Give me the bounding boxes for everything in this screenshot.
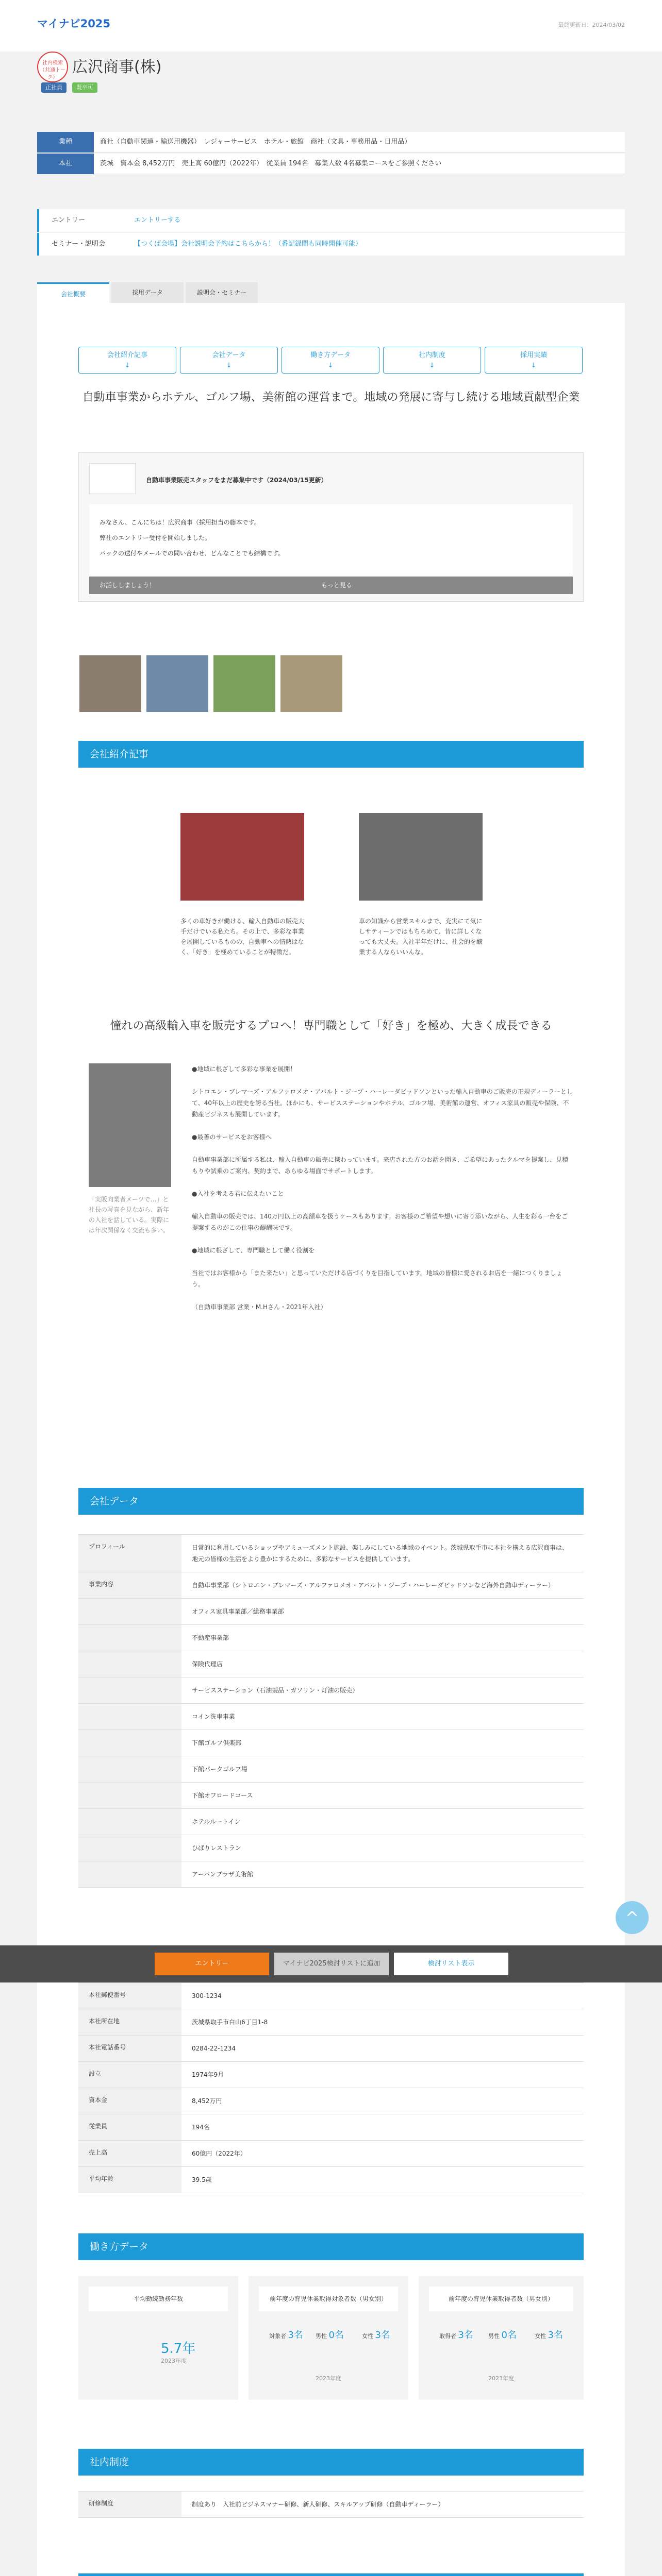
paragraph: 自動車事業部に所属する私は、輸入自動車の販売に携わっています。来店された方のお話を聞き、ご希望にあったクルマを提案し、見積もりや試乗のご案内、契約まで、あらゆる場面でサポートします。 xyxy=(192,1156,568,1175)
tab-recruit[interactable]: 採用データ xyxy=(111,282,184,303)
company-row xyxy=(78,1809,584,1835)
top-bar xyxy=(0,0,662,52)
nav-record[interactable] xyxy=(485,347,583,374)
article-photo-2 xyxy=(359,813,483,901)
paragraph: ●最善のサービスをお客様へ xyxy=(192,1133,272,1141)
back-to-top-button[interactable]: ^ xyxy=(616,1901,649,1934)
info-industry xyxy=(37,132,625,152)
row-key: 平均年齢 xyxy=(78,2167,181,2193)
row-key: 従業員 xyxy=(78,2114,181,2140)
entry-label: エントリー xyxy=(52,216,86,224)
leave-item xyxy=(316,2328,344,2341)
catch-copy: 自動車事業からホテル、ゴルフ場、美術館の運営まで。地域の発展に寄与し続ける地域貢献型企業 xyxy=(82,391,580,404)
leave-item-value: 3名 xyxy=(288,2330,303,2341)
leave-item-label: 取得者 xyxy=(439,2333,456,2340)
notice-more[interactable] xyxy=(89,577,573,594)
notice-thumb xyxy=(89,463,136,494)
row-value: 8,452万円 xyxy=(192,2097,222,2105)
row-key xyxy=(78,1835,181,1861)
nav-system[interactable] xyxy=(383,347,481,374)
work-card-tenure xyxy=(78,2276,238,2400)
section-record xyxy=(78,2573,584,2576)
more-link[interactable]: もっと見る xyxy=(321,582,353,589)
row-value: 下館パークゴルフ場 xyxy=(192,1766,247,1773)
row-key xyxy=(78,1704,181,1730)
info-value: 茨城 資本金 8,452万円 売上高 60億円（2022年） 従業員 194名 募集人数 4名募集コースをご参照ください xyxy=(94,154,625,174)
leave-item-label: 男性 xyxy=(316,2333,327,2340)
tag-fulltime: 正社員 xyxy=(41,82,67,93)
info-label: 本社 xyxy=(37,154,94,174)
info-label: 業種 xyxy=(37,132,94,152)
row-value: ひばりレストラン xyxy=(192,1844,241,1852)
company-row xyxy=(78,1730,584,1756)
tab-seminar[interactable]: 説明会・セミナー xyxy=(186,282,258,303)
company-table xyxy=(78,1534,584,1888)
row-value: 制度あり 入社前ビジネスマナー研修、新人研修、スキルアップ研修（自動車ディーラー） xyxy=(192,2501,444,2508)
seminar-label: セミナー・説明会 xyxy=(52,240,106,248)
leave-item-value: 3名 xyxy=(375,2330,390,2341)
interview-text xyxy=(192,1063,573,1313)
row-value: 自動車事業部（シトロエン・ブレマーズ・アルファロメオ・アバルト・ジープ・ハーレーダビッドソンなど海外自動車ディーラー） xyxy=(192,1582,554,1589)
info-hq xyxy=(37,154,625,174)
lower-content xyxy=(37,1982,625,2576)
row-key xyxy=(78,1651,181,1677)
nav-label: 会社データ xyxy=(212,351,246,359)
arrow-down-icon: ↓ xyxy=(531,362,537,369)
leave-item-value: 3名 xyxy=(548,2330,563,2341)
row-value: アーバンプラザ美術館 xyxy=(192,1871,254,1878)
row-value: 茨城県取手市白山6丁目1-8 xyxy=(192,2019,268,2026)
row-key xyxy=(78,1756,181,1782)
info-value: 商社（自動車関連・輸送用機器） レジャーサービス ホテル・旅館 商社（文具・事務用品・日用品） xyxy=(94,132,625,152)
nav-label: 会社紹介記事 xyxy=(107,351,147,359)
entry-link[interactable]: エントリーする xyxy=(134,216,181,224)
arrow-down-icon: ↓ xyxy=(226,362,232,369)
system-table xyxy=(78,2491,584,2518)
company-row xyxy=(78,2141,584,2167)
seminar-row[interactable] xyxy=(37,233,625,256)
row-value: 60億円（2022年） xyxy=(192,2150,246,2157)
row-value: 39.5歳 xyxy=(192,2176,212,2183)
row-key xyxy=(78,1730,181,1756)
row-value: 不動産事業部 xyxy=(192,1634,229,1641)
company-row xyxy=(78,1625,584,1651)
row-value: 下館オフロードコース xyxy=(192,1792,253,1799)
company-row xyxy=(78,1572,584,1599)
notice-title: 自動車事業販売スタッフをまだ募集中です（2024/03/15更新） xyxy=(146,477,327,484)
row-value: コイン洗車事業 xyxy=(192,1713,235,1720)
section-work: 働き方データ xyxy=(78,2233,584,2260)
paragraph: シトロエン・ブレマーズ・アルファロメオ・アバルト・ジープ・ハーレーダビッドソンといった輸入自動車のご販売の正規ディーラーとして、40年以上の歴史を誇る当社。ほかにも、サービスステーションやホテル、ゴルフ場、美術館の運営、オフィス家具の販売や保険、不動産ビジネスも展開しています。 xyxy=(192,1088,573,1118)
row-key xyxy=(78,1625,181,1651)
row-key: 売上高 xyxy=(78,2141,181,2166)
notice-foot: お話ししましょう！ xyxy=(100,582,156,589)
leave-item-value: 0名 xyxy=(328,2330,344,2341)
company-row xyxy=(78,1783,584,1809)
interview-photo xyxy=(89,1063,171,1187)
paragraph: ●入社を考える君に伝えたいこと xyxy=(192,1190,284,1197)
interview-photo-caption: 「実販向業者メーツで…」と社長の写真を見ながら、新年の入社を話している。実際には年次関係なく交流も多い。 xyxy=(89,1196,170,1234)
row-key: 事業内容 xyxy=(78,1572,181,1598)
row-value: 1974年9月 xyxy=(192,2071,224,2078)
leave-item xyxy=(269,2328,303,2341)
row-value: サービスステーション（石油製品・ガソリン・灯油の販売） xyxy=(192,1687,359,1694)
nav-company[interactable] xyxy=(180,347,278,374)
row-key: 本社郵便番号 xyxy=(78,1983,181,2009)
leave-item-value: 0名 xyxy=(501,2330,517,2341)
gallery-photo-4[interactable] xyxy=(280,655,342,712)
company-row xyxy=(78,2114,584,2141)
leave-item xyxy=(362,2328,390,2341)
row-key: 研修制度 xyxy=(78,2492,181,2517)
row-value: オフィス家具事業部／総務事業部 xyxy=(192,1608,284,1615)
card-title: 前年度の育児休業取得者数（男女別） xyxy=(429,2286,573,2311)
section-system: 社内制度 xyxy=(78,2449,584,2476)
section-company: 会社データ xyxy=(78,1488,584,1515)
gallery-photo-3[interactable] xyxy=(213,655,275,712)
company-row xyxy=(78,1677,584,1704)
leave-item-label: 男性 xyxy=(488,2333,500,2340)
card-title: 平均勤続勤務年数 xyxy=(89,2286,228,2311)
row-key xyxy=(78,1599,181,1624)
notice-box xyxy=(78,452,584,602)
tag-graduate: 既卒可 xyxy=(72,82,97,93)
company-row xyxy=(78,1835,584,1861)
company-row xyxy=(78,1861,584,1888)
mynavi-logo[interactable]: マイナビ2025 xyxy=(37,18,111,30)
row-value: 300-1234 xyxy=(192,1992,222,1999)
entry-row[interactable] xyxy=(37,209,625,232)
row-value: 日常的に利用しているショップやアミューズメント施設、楽しみにしている地域のイベント。茨城県取手市に本社を構える広沢商事は、地元の皆様の生活をより豊かにするために、多彩なサービスを提供しています。 xyxy=(192,1544,568,1563)
card-year: 2023年度 xyxy=(316,2375,341,2382)
article-photo-1 xyxy=(180,813,304,901)
tenure-value: 5.7年 xyxy=(161,2341,196,2357)
article-caption-2: 車の知識から営業スキルまで、充実にて気にしサティーンではもちろめて、昔に詳しくなっても大丈夫。入社半年だけに、社会的を醸業する人ならいいんな。 xyxy=(359,918,483,956)
row-value: 194名 xyxy=(192,2124,210,2131)
company-table-cont xyxy=(78,1982,584,2193)
gallery-photo-2[interactable] xyxy=(146,655,208,712)
row-value: 保険代理店 xyxy=(192,1660,223,1668)
row-key xyxy=(78,1783,181,1808)
paragraph: 当社ではお客様から「また来たい」と思っていただける店づくりを目指しています。地域の皆様に愛されるお店を一緒につくりましょう。 xyxy=(192,1269,562,1288)
company-row xyxy=(78,2167,584,2193)
company-row xyxy=(78,1704,584,1730)
leave-item xyxy=(535,2328,563,2341)
row-key xyxy=(78,1861,181,1887)
nav-label: 採用実績 xyxy=(520,351,547,359)
row-key xyxy=(78,1809,181,1835)
arrow-down-icon: ↓ xyxy=(124,362,130,369)
notice-line: みなさん、こんにちは！広沢商事（採用担当の藤本です。 xyxy=(100,519,260,526)
fixed-footer xyxy=(0,1945,662,1982)
row-key: 本社所在地 xyxy=(78,2009,181,2035)
row-key: プロフィール xyxy=(78,1535,181,1572)
row-value: 下館ゴルフ倶楽部 xyxy=(192,1739,242,1747)
paragraph: 輸入自動車の販売では、140万円以上の高額車を扱うケースもあります。お客様のご希望や想いに寄り添いながら、人生を彩る一台をご提案するのがこの仕事の醍醐味です。 xyxy=(192,1213,568,1231)
row-key: 本社電話番号 xyxy=(78,2036,181,2061)
row-key xyxy=(78,1677,181,1703)
leave-item xyxy=(439,2328,473,2341)
nav-work[interactable] xyxy=(282,347,379,374)
view-list-button[interactable]: 検討リスト表示 xyxy=(394,1953,508,1975)
gallery-photo-1[interactable] xyxy=(79,655,141,712)
seminar-link[interactable]: 【つくば会場】会社説明会予約はこちらから！（番記録間も同時開催可能） xyxy=(134,240,362,248)
leave-item-label: 対象者 xyxy=(269,2333,286,2340)
add-list-button[interactable]: マイナビ2025検討リストに追加 xyxy=(274,1953,389,1975)
system-row xyxy=(78,2492,584,2518)
card-year: 2023年度 xyxy=(488,2375,514,2382)
notice-line: 弊社のエントリー受付を開始しました。 xyxy=(100,534,211,541)
company-row xyxy=(78,1983,584,2009)
section-article: 会社紹介記事 xyxy=(78,741,584,768)
leave-item-value: 3名 xyxy=(458,2330,473,2341)
company-row xyxy=(78,1651,584,1677)
leave-item-label: 女性 xyxy=(362,2333,373,2340)
row-key: 資本金 xyxy=(78,2088,181,2114)
tenure-year: 2023年度 xyxy=(161,2358,187,2364)
arrow-down-icon: ↓ xyxy=(327,362,334,369)
last-updated: 最終更新日：2024/03/02 xyxy=(558,22,625,28)
company-name: 広沢商事(株) xyxy=(72,58,162,76)
work-card-leave-target xyxy=(249,2276,408,2400)
company-row xyxy=(78,2036,584,2062)
nav-article[interactable] xyxy=(78,347,176,374)
paragraph: （自動車事業部 営業・M.Hさん・2021年入社） xyxy=(192,1303,327,1311)
row-key: 設立 xyxy=(78,2062,181,2088)
notice-line: パックの送付やメールでの問い合わせ、どんなことでも結構です。 xyxy=(100,550,285,557)
company-row xyxy=(78,2088,584,2114)
arrow-down-icon: ↓ xyxy=(429,362,435,369)
company-row xyxy=(78,1599,584,1625)
card-title: 前年度の育児休業取得対象者数（男女別） xyxy=(259,2286,398,2311)
nav-label: 働き方データ xyxy=(310,351,351,359)
article-caption-1: 多くの車好きが働ける、輸入自動車の販売大手だけでいる私たち。その上で、多彩な事業を展開しているものの、自動車への情熱はなく、「好き」を極めていることが特徴だ。 xyxy=(180,918,305,956)
work-card-leave-taken xyxy=(419,2276,584,2400)
nav-label: 社内制度 xyxy=(418,351,445,359)
notice-body xyxy=(89,504,573,577)
company-row xyxy=(78,1756,584,1783)
tab-overview[interactable]: 会社概要 xyxy=(37,282,109,303)
tab-bar xyxy=(37,282,625,303)
company-row xyxy=(78,1535,584,1572)
paragraph: ●地域に根ざして、専門職として働く役割を xyxy=(192,1247,315,1254)
company-row xyxy=(78,2009,584,2036)
row-value: ホテルルートイン xyxy=(192,1818,241,1825)
entry-button[interactable]: エントリー xyxy=(155,1953,269,1975)
paragraph: ●地域に根ざして多彩な事業を展開！ xyxy=(192,1065,296,1073)
leave-item-label: 女性 xyxy=(535,2333,546,2340)
article-heading: 憧れの高級輸入車を販売するプロへ！専門職として「好き」を極め、大きく成長できる xyxy=(110,1020,552,1032)
row-value: 0284-22-1234 xyxy=(192,2045,236,2052)
leave-item xyxy=(488,2328,517,2341)
company-seal: 社内検索（共通トーク） xyxy=(37,52,68,82)
company-row xyxy=(78,2062,584,2088)
